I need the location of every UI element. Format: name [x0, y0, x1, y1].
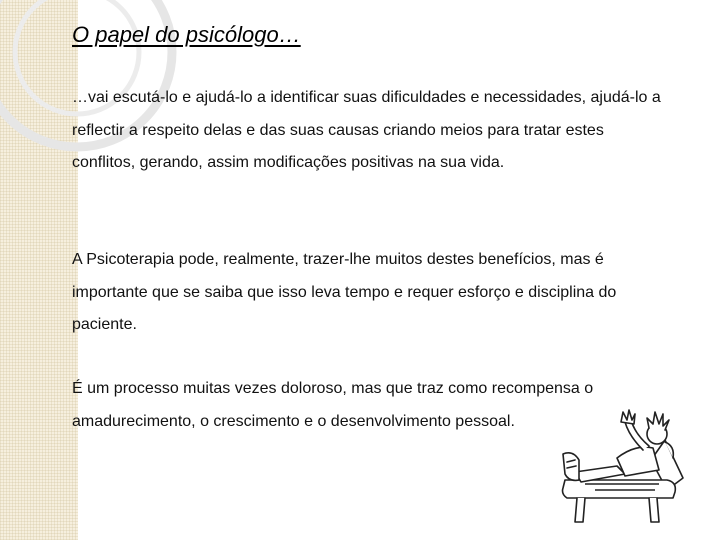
- paragraph-process-reward: É um processo muitas vezes doloroso, mas que traz como recompensa o amadurecimento, o crescimento e o desenvolvimento pessoal.: [72, 380, 594, 430]
- paragraph-role-description: …vai escutá-lo e ajudá-lo a identificar suas dificuldades e necessidades, ajudá-lo a reflectir a respeito delas e das suas causas criando meios para tratar estes conflitos, gerando, assim modificações positivas na sua vida.: [72, 89, 661, 172]
- paragraph-therapy-benefits: A Psicoterapia pode, realmente, trazer-lhe muitos destes benefícios, mas é importante que se saiba que isso leva tempo e requer esforço e disciplina do paciente.: [72, 251, 617, 334]
- slide-title: O papel do psicólogo…: [72, 22, 301, 47]
- patient-on-couch-icon: [555, 400, 695, 535]
